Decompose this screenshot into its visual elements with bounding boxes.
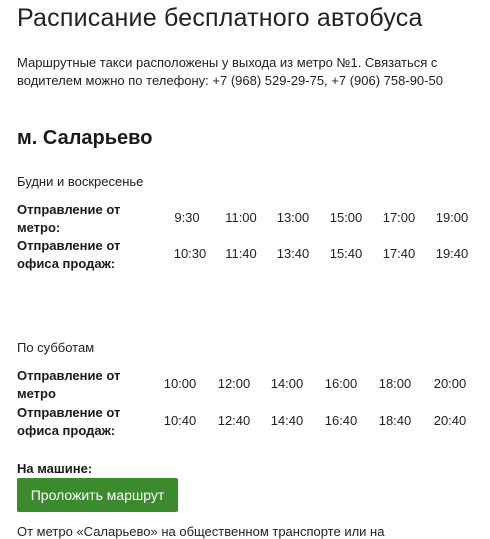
time-cell: 9:30 (174, 210, 200, 225)
time-cell: 20:40 (433, 413, 467, 428)
footer-text: От метро «Саларьево» на общественном транспорте или на (17, 524, 385, 539)
time-cell: 18:40 (378, 413, 412, 428)
time-cell: 19:00 (435, 210, 469, 225)
time-cell: 11:40 (225, 246, 257, 261)
time-cell: 17:00 (382, 210, 416, 225)
time-cell: 10:00 (163, 376, 197, 391)
time-cell: 19:40 (435, 246, 469, 261)
schedule-row-saturday-metro (17, 367, 482, 403)
time-cell: 12:40 (217, 413, 251, 428)
time-cell: 18:00 (378, 376, 412, 391)
time-cell: 13:40 (276, 246, 310, 261)
time-cell: 13:00 (276, 210, 310, 225)
saturdays-label: По субботам (17, 340, 95, 355)
weekdays-label: Будни и воскресенье (17, 174, 144, 189)
by-car-label: На машине: (17, 461, 93, 476)
time-cell: 11:00 (225, 210, 257, 225)
row-label: Отправление от офиса продаж: (17, 238, 121, 271)
build-route-button[interactable]: Проложить маршрут (17, 478, 178, 512)
row-label: Отправление от метро (17, 368, 121, 401)
time-cell: 10:30 (173, 246, 207, 261)
time-cell: 15:00 (329, 210, 363, 225)
schedule-row-weekdays-office (17, 237, 482, 273)
intro-text: Маршрутные такси расположены у выхода из метро №1. Связаться с водителем можно по телефону: +7 (968) 529-29-75, +7 (906) 758-90-50 (17, 55, 443, 88)
time-cell: 14:00 (270, 376, 304, 391)
time-cell: 20:00 (433, 376, 467, 391)
schedule-row-weekdays-metro (17, 201, 482, 237)
row-label: Отправление от офиса продаж: (17, 405, 121, 438)
time-cell: 16:00 (324, 376, 358, 391)
row-label: Отправление от метро: (17, 202, 121, 235)
page-title: Расписание бесплатного автобуса (17, 4, 423, 32)
time-cell: 12:00 (217, 376, 251, 391)
time-cell: 10:40 (163, 413, 197, 428)
time-cell: 14:40 (270, 413, 304, 428)
station-heading: м. Саларьево (17, 127, 153, 149)
time-cell: 17:40 (382, 246, 416, 261)
schedule-row-saturday-office (17, 404, 482, 440)
time-cell: 16:40 (324, 413, 358, 428)
time-cell: 15:40 (329, 246, 363, 261)
